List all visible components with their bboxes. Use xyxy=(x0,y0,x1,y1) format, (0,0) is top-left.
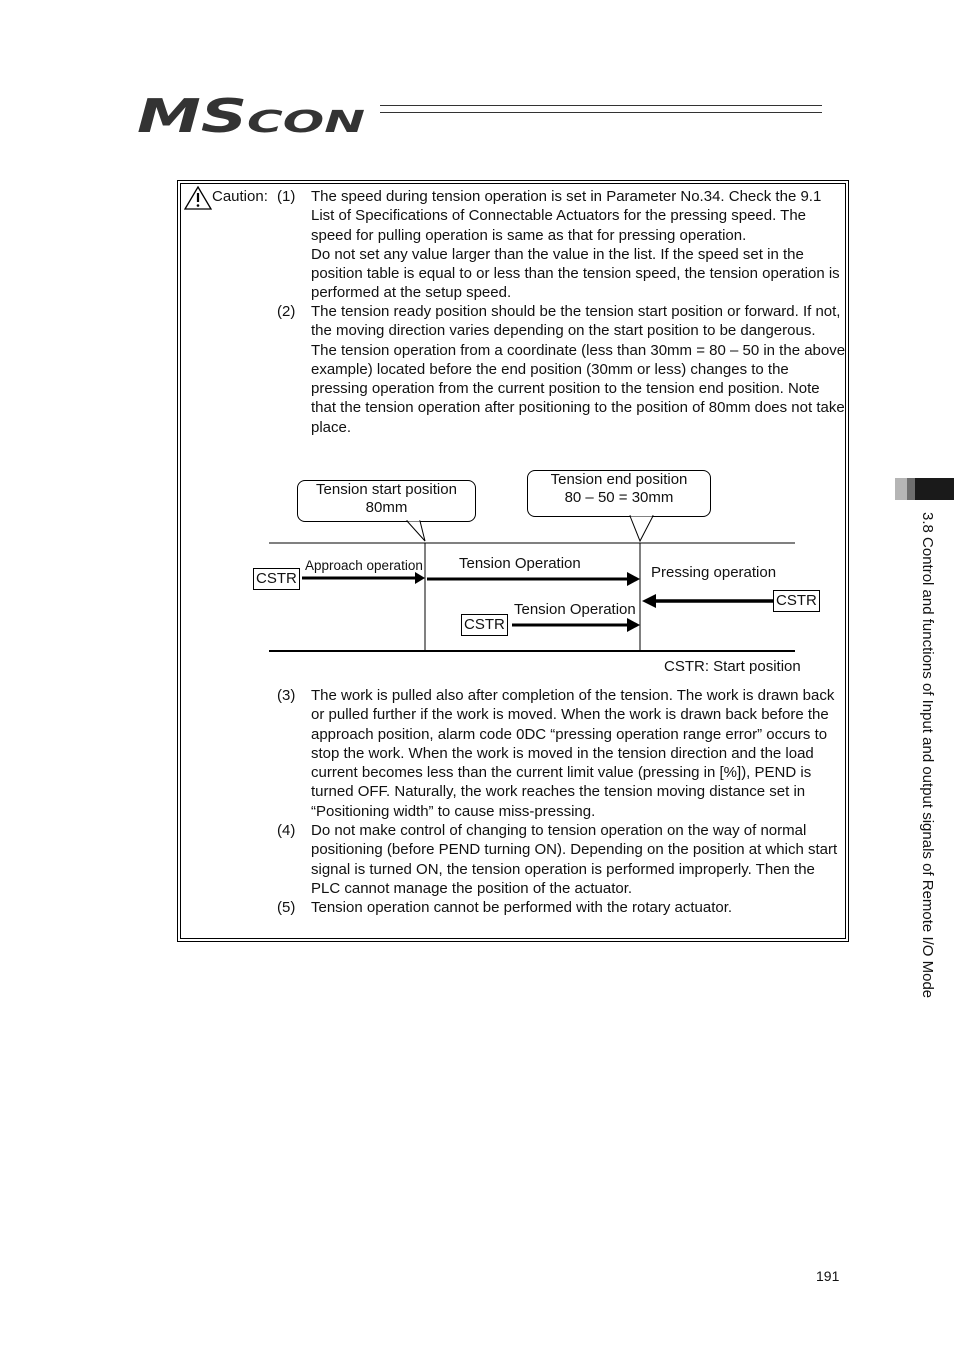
pressing-operation-label: Pressing operation xyxy=(651,564,777,581)
svg-text:MS: MS xyxy=(137,92,247,140)
tension-operation-label: Tension Operation xyxy=(459,555,581,572)
item-text: The speed during tension operation is set in Parameter No.34. Check the 9.1 List of Specifications of Connectable Actuators for the pressing speed. The speed for pulling operation is same as that for pressing operation. Do not set any value larger than the value in the list. If the speed set in the position table is equal to or less than the tension speed, the tension operation is performed at the setup speed. xyxy=(311,188,840,302)
approach-operation-label: Approach operation xyxy=(305,558,423,573)
item-number: (1) xyxy=(277,188,296,205)
cstr-box-pressing: CSTR xyxy=(773,590,820,612)
item-number: (3) xyxy=(277,687,296,704)
tension-operation-label-2: Tension Operation xyxy=(514,601,636,618)
tension-diagram xyxy=(250,465,830,685)
item-number: (5) xyxy=(277,899,296,916)
tension-end-callout: Tension end position 80 – 50 = 30mm xyxy=(527,470,711,517)
item-number: (4) xyxy=(277,822,296,839)
svg-text:CON: CON xyxy=(247,105,365,140)
item-text: The work is pulled also after completion of the tension. The work is drawn back or pulled further if the work is moved. When the work is drawn back before the approach position, alarm code 0DC “pressing operation range error” occurs to stop the work. When the work is moved in the tension direction and the load current becomes less than the current limit value (pressing in [%]), PEND is turned OFF. Naturally, the work reaches the tension moving distance set in “Positioning width” to cause miss-pressing. xyxy=(311,687,835,820)
warning-triangle-icon xyxy=(184,186,212,210)
chapter-side-title xyxy=(917,512,937,1032)
mscon-logo xyxy=(137,92,369,140)
item-text: The tension ready position should be the tension start position or forward. If not, the moving direction varies depending on the start position to be dangerous. The tension operation from a coordinate (less than 30mm = 80 – 50 in the above example) located before the end position (30mm or less) changes to the pressing operation from the current position to the tension end position. Note that the tension operation after positioning to the position of 80mm does not take place. xyxy=(311,303,846,436)
header-rule xyxy=(380,105,822,115)
tension-start-callout: Tension start position 80mm xyxy=(297,480,476,522)
cstr-box-approach: CSTR xyxy=(253,568,300,590)
item-text: Do not make control of changing to tension operation on the way of normal positioning (before PEND turning ON). Depending on the position at which start signal is turned ON, the tension operation is performed improperly. Then the PLC cannot manage the position of the actuator. xyxy=(311,822,838,897)
cstr-legend: CSTR: Start position xyxy=(664,658,801,675)
caution-label: Caution: xyxy=(212,188,268,205)
page-number: 191 xyxy=(816,1268,840,1284)
item-text: Tension operation cannot be performed with the rotary actuator. xyxy=(311,899,733,916)
cstr-box-tension: CSTR xyxy=(461,614,508,636)
chapter-tab-marker xyxy=(895,478,954,500)
chapter-side-title-text: 3.8 Control and functions of Input and output signals of Remote I/O Mode xyxy=(919,512,936,999)
item-number: (2) xyxy=(277,303,296,320)
